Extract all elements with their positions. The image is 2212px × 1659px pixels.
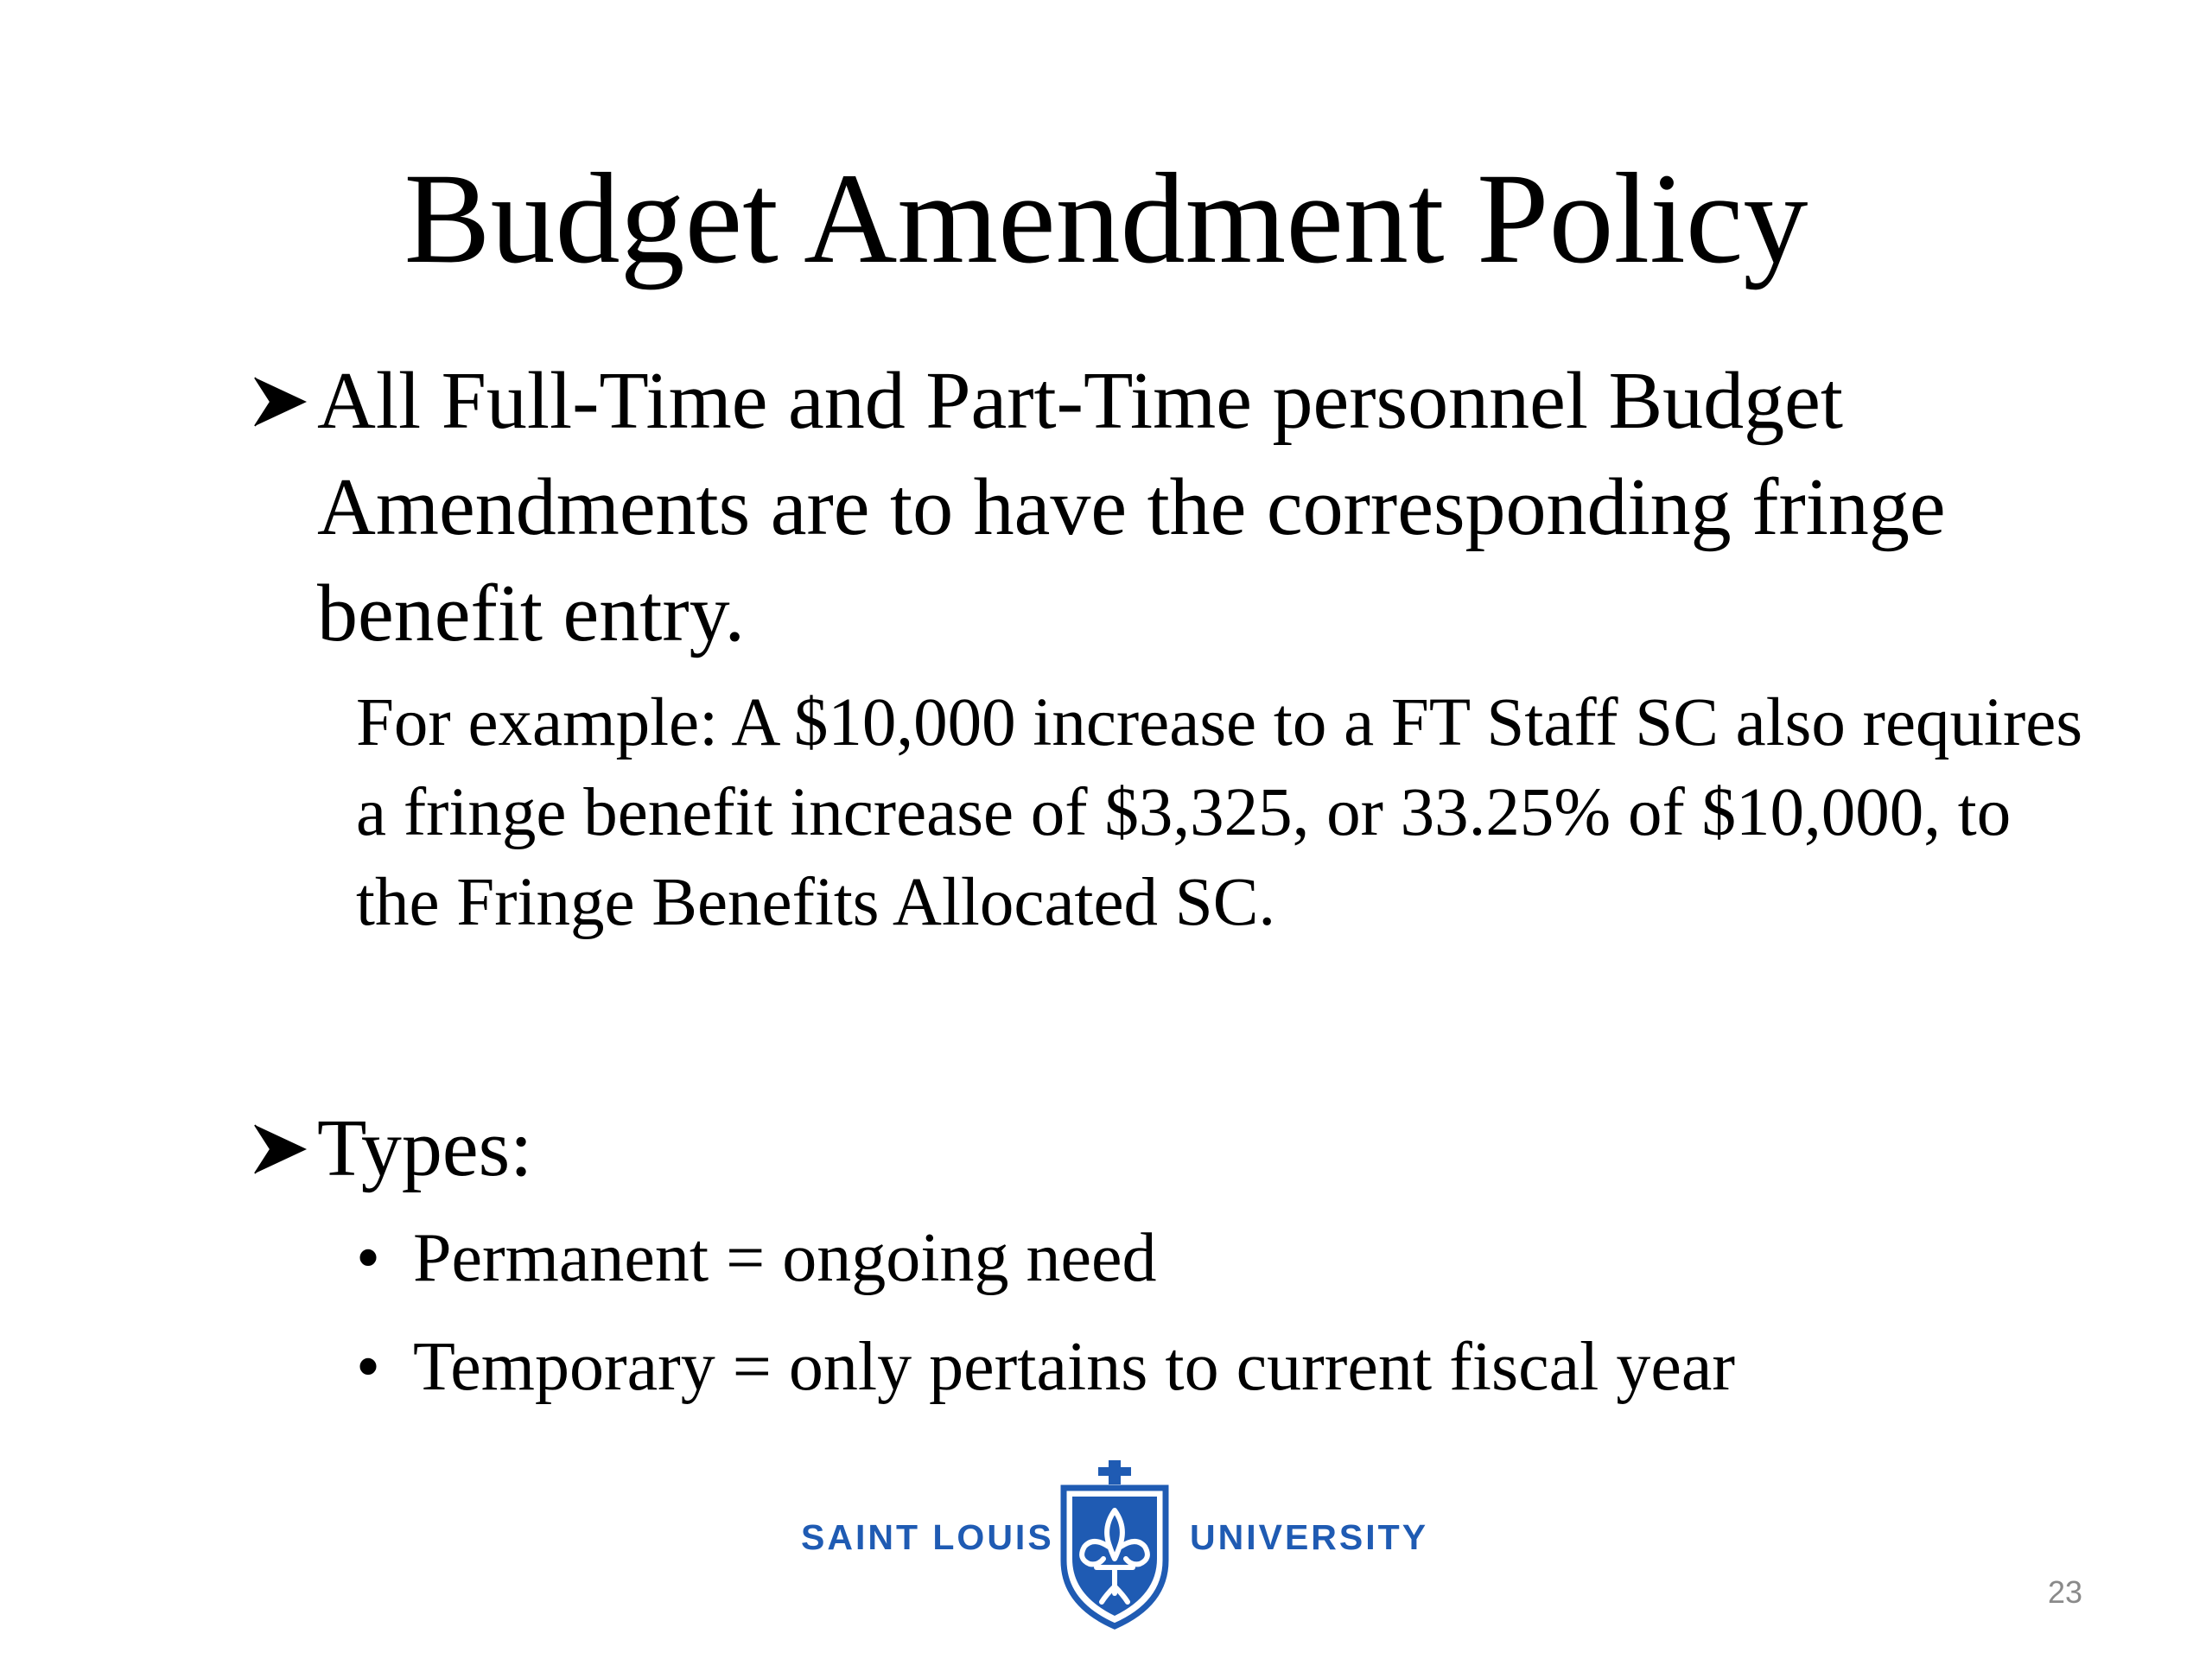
example-text: For example: A $10,000 increase to a FT Staff SC also requires a fringe benefit increase of $3,325, or 33.25% of $10,000, to the Fringe Benefits Allocated SC. — [356, 685, 2083, 940]
bullet-types — [246, 1096, 2095, 1202]
sub-item-text: Temporary = only pertains to current fiscal year — [413, 1329, 1736, 1405]
bullet-text: All Full-Time and Part-Time personnel Budget Amendments are to have the corresponding fringe benefit entry. — [317, 356, 1946, 658]
logo-left-word: SAINT LOUIS — [801, 1517, 1054, 1557]
slide-title: Budget Amendment Policy — [404, 147, 1808, 290]
sub-item-text: Permanent = ongoing need — [413, 1220, 1157, 1296]
arrow-bullet-icon — [246, 348, 315, 454]
sub-item-permanent — [356, 1213, 2084, 1303]
logo-right-word: UNIVERSITY — [1190, 1517, 1429, 1557]
page-number: 23 — [2048, 1574, 2083, 1610]
university-logo — [791, 1457, 1447, 1630]
fleur-de-lis-shield-icon — [1058, 1457, 1171, 1630]
bullet-text: Types: — [317, 1103, 533, 1193]
dot-bullet-icon: • — [356, 1329, 381, 1405]
arrow-bullet-icon — [246, 1096, 315, 1202]
sub-item-temporary — [356, 1322, 2084, 1412]
dot-bullet-icon: • — [356, 1220, 381, 1296]
bullet-fringe-policy — [246, 348, 2095, 667]
